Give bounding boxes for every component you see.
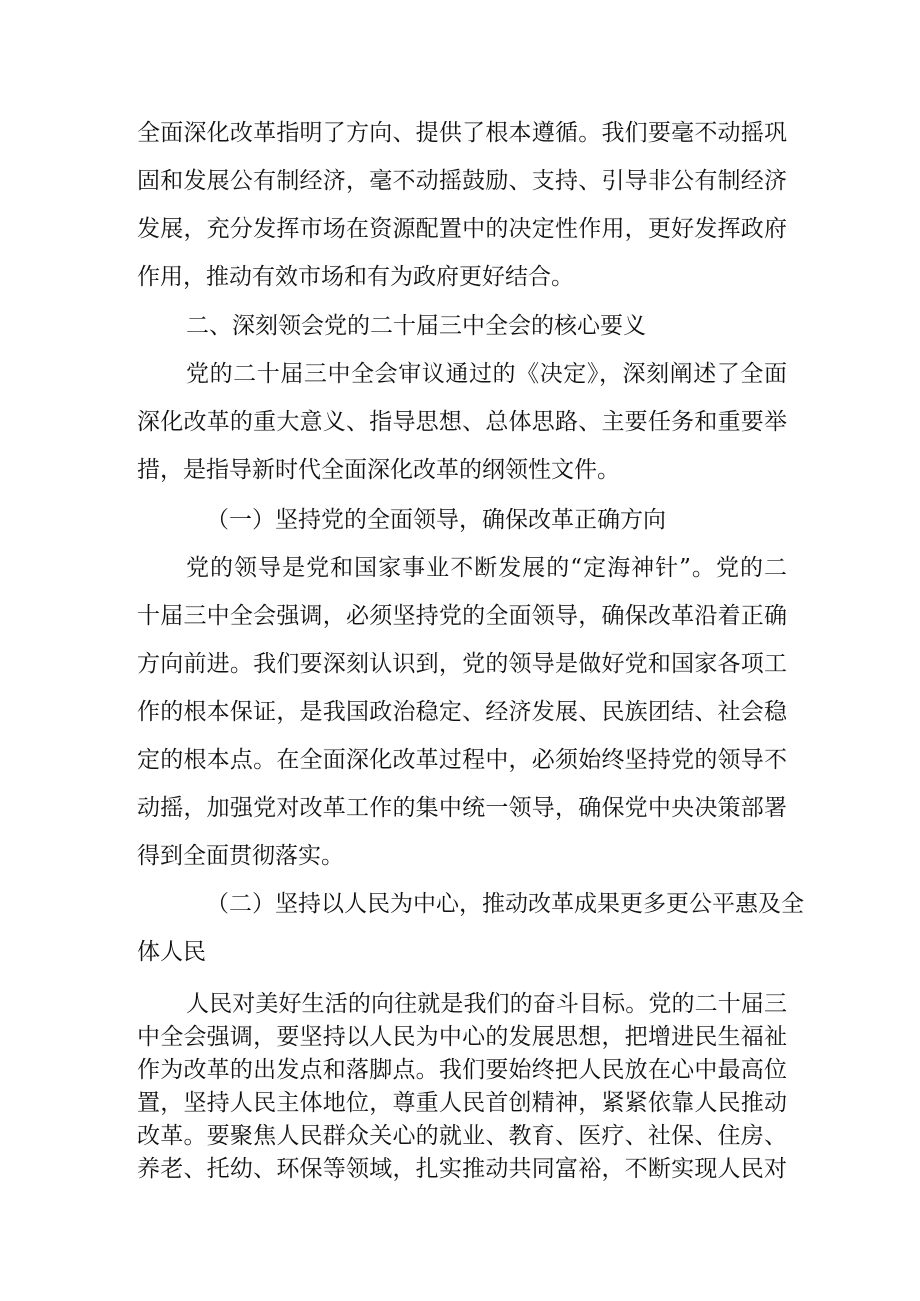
subsection-heading-continued: 体人民	[137, 939, 206, 965]
body-line: 人民对美好生活的向往就是我们的奋斗目标。党的二十届三	[186, 991, 787, 1017]
subsection-heading: （二）坚持以人民为中心，推动改革成果更多更公平惠及全	[206, 891, 804, 917]
body-line: 十届三中全会强调，必须坚持党的全面领导，确保改革沿着正确	[137, 603, 787, 629]
body-line: 置，坚持人民主体地位，尊重人民首创精神，紧紧依靠人民推动	[137, 1090, 787, 1116]
body-line: 养老、托幼、环保等领域，扎实推动共同富裕，不断实现人民对	[137, 1156, 787, 1182]
body-line: 作用，推动有效市场和有为政府更好结合。	[137, 264, 574, 290]
section-heading: 二、深刻领会党的二十届三中全会的核心要义	[186, 313, 646, 339]
subsection-heading: （一）坚持党的全面领导，确保改革正确方向	[206, 507, 666, 533]
body-line: 作为改革的出发点和落脚点。我们要始终把人民放在心中最高位	[137, 1057, 787, 1083]
body-line: 方向前进。我们要深刻认识到，党的领导是做好党和国家各项工	[137, 651, 787, 677]
body-line: 定的根本点。在全面深化改革过程中，必须始终坚持党的领导不	[137, 747, 787, 773]
body-line: 深化改革的重大意义、指导思想、总体思路、主要任务和重要举	[137, 409, 787, 435]
body-line: 得到全面贯彻落实。	[137, 843, 344, 869]
body-line: 动摇，加强党对改革工作的集中统一领导，确保党中央决策部署	[137, 795, 787, 821]
body-line: 中全会强调，要坚持以人民为中心的发展思想，把增进民生福祉	[137, 1024, 787, 1050]
body-line: 党的领导是党和国家事业不断发展的“定海神针”。党的二	[186, 555, 787, 581]
body-line: 措，是指导新时代全面深化改革的纲领性文件。	[137, 457, 620, 483]
body-line: 改革。要聚焦人民群众关心的就业、教育、医疗、社保、住房、	[137, 1123, 787, 1149]
body-line: 作的根本保证，是我国政治稳定、经济发展、民族团结、社会稳	[137, 699, 787, 725]
body-line: 发展，充分发挥市场在资源配置中的决定性作用，更好发挥政府	[137, 216, 787, 242]
body-line: 党的二十届三中全会审议通过的《决定》，深刻阐述了全面	[186, 361, 787, 387]
body-line: 全面深化改革指明了方向、提供了根本遵循。我们要毫不动摇巩	[137, 120, 787, 146]
body-line: 固和发展公有制经济，毫不动摇鼓励、支持、引导非公有制经济	[137, 168, 787, 194]
